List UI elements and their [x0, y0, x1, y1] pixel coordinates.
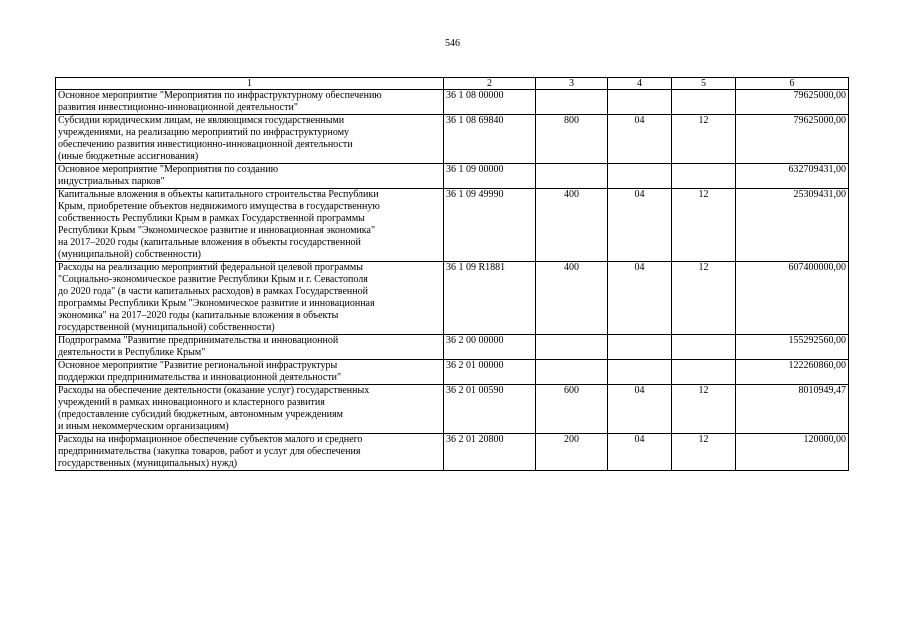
subsection-code: [672, 164, 736, 189]
budget-table: [55, 77, 849, 471]
amount: 8010949,47: [736, 385, 849, 434]
table-row: [56, 115, 849, 164]
section-code: [608, 90, 672, 115]
table-row: [56, 164, 849, 189]
subsection-code: 12: [672, 189, 736, 262]
table-row: [56, 385, 849, 434]
amount: 607400000,00: [736, 262, 849, 335]
target-article-code: 36 1 09 00000: [444, 164, 536, 189]
table-row: [56, 335, 849, 360]
amount: 25309431,00: [736, 189, 849, 262]
expense-type-code: 800: [536, 115, 608, 164]
row-name: Основное мероприятие "Мероприятия по инфраструктурному обеспечению развития инвестиционно-инновационной деятельности": [56, 90, 444, 115]
row-name: Расходы на реализацию мероприятий федеральной целевой программы "Социально-экономическое развитие Республики Крым и г. Севастополя до 2020 года" (в части капитальных расходов) в рамках Государственной программы Республики Крым "Экономическое развитие и инновационная экономика" на 2017–2020 годы (капитальные вложения в объекты государственной (муниципальной) собственности): [56, 262, 444, 335]
subsection-code: 12: [672, 434, 736, 471]
subsection-code: 12: [672, 115, 736, 164]
row-name: Расходы на обеспечение деятельности (оказание услуг) государственных учреждений в рамках инновационного и кластерного развития (предоставление субсидий бюджетным, автономным учреждениям и иным некоммерческим организациям): [56, 385, 444, 434]
target-article-code: 36 2 01 00590: [444, 385, 536, 434]
header-row: [56, 78, 849, 90]
column-header-1: 1: [56, 78, 444, 90]
column-header-5: 5: [672, 78, 736, 90]
target-article-code: 36 2 00 00000: [444, 335, 536, 360]
subsection-code: [672, 335, 736, 360]
subsection-code: 12: [672, 385, 736, 434]
section-code: [608, 164, 672, 189]
row-name: Расходы на информационное обеспечение субъектов малого и среднего предпринимательства (закупка товаров, работ и услуг для обеспечения государственных (муниципальных) нужд): [56, 434, 444, 471]
column-header-6: 6: [736, 78, 849, 90]
section-code: [608, 335, 672, 360]
subsection-code: [672, 360, 736, 385]
section-code: 04: [608, 189, 672, 262]
table-row: [56, 90, 849, 115]
expense-type-code: 400: [536, 262, 608, 335]
section-code: 04: [608, 262, 672, 335]
column-header-4: 4: [608, 78, 672, 90]
expense-type-code: 600: [536, 385, 608, 434]
target-article-code: 36 1 08 69840: [444, 115, 536, 164]
target-article-code: 36 2 01 20800: [444, 434, 536, 471]
amount: 155292560,00: [736, 335, 849, 360]
amount: 79625000,00: [736, 90, 849, 115]
target-article-code: 36 1 08 00000: [444, 90, 536, 115]
expense-type-code: [536, 360, 608, 385]
row-name: Субсидии юридическим лицам, не являющимся государственными учреждениями, на реализацию мероприятий по инфраструктурному обеспечению развития инвестиционно-инновационной деятельности (иные бюджетные ассигнования): [56, 115, 444, 164]
section-code: [608, 360, 672, 385]
column-header-3: 3: [536, 78, 608, 90]
expense-type-code: 400: [536, 189, 608, 262]
row-name: Капитальные вложения в объекты капитального строительства Республики Крым, приобретение объектов недвижимого имущества в государственную собственность Республики Крым в рамках Государственной программы Республики Крым "Экономическое развитие и инновационная экономика" на 2017–2020 годы (капитальные вложения в объекты государственной (муниципальной) собственности): [56, 189, 444, 262]
amount: 122260860,00: [736, 360, 849, 385]
table-row: [56, 262, 849, 335]
expense-type-code: [536, 335, 608, 360]
amount: 632709431,00: [736, 164, 849, 189]
row-name: Подпрограмма "Развитие предпринимательства и инновационной деятельности в Республике Крым": [56, 335, 444, 360]
subsection-code: 12: [672, 262, 736, 335]
expense-type-code: [536, 90, 608, 115]
section-code: 04: [608, 434, 672, 471]
section-code: 04: [608, 115, 672, 164]
amount: 79625000,00: [736, 115, 849, 164]
row-name: Основное мероприятие "Мероприятия по созданию индустриальных парков": [56, 164, 444, 189]
amount: 120000,00: [736, 434, 849, 471]
row-name: Основное мероприятие "Развитие региональной инфраструктуры поддержки предпринимательства и инновационной деятельности": [56, 360, 444, 385]
page-number: 546: [445, 38, 460, 49]
target-article-code: 36 2 01 00000: [444, 360, 536, 385]
table-row: [56, 360, 849, 385]
section-code: 04: [608, 385, 672, 434]
target-article-code: 36 1 09 49990: [444, 189, 536, 262]
table-row: [56, 434, 849, 471]
expense-type-code: 200: [536, 434, 608, 471]
table-row: [56, 189, 849, 262]
column-header-2: 2: [444, 78, 536, 90]
target-article-code: 36 1 09 R1881: [444, 262, 536, 335]
subsection-code: [672, 90, 736, 115]
expense-type-code: [536, 164, 608, 189]
